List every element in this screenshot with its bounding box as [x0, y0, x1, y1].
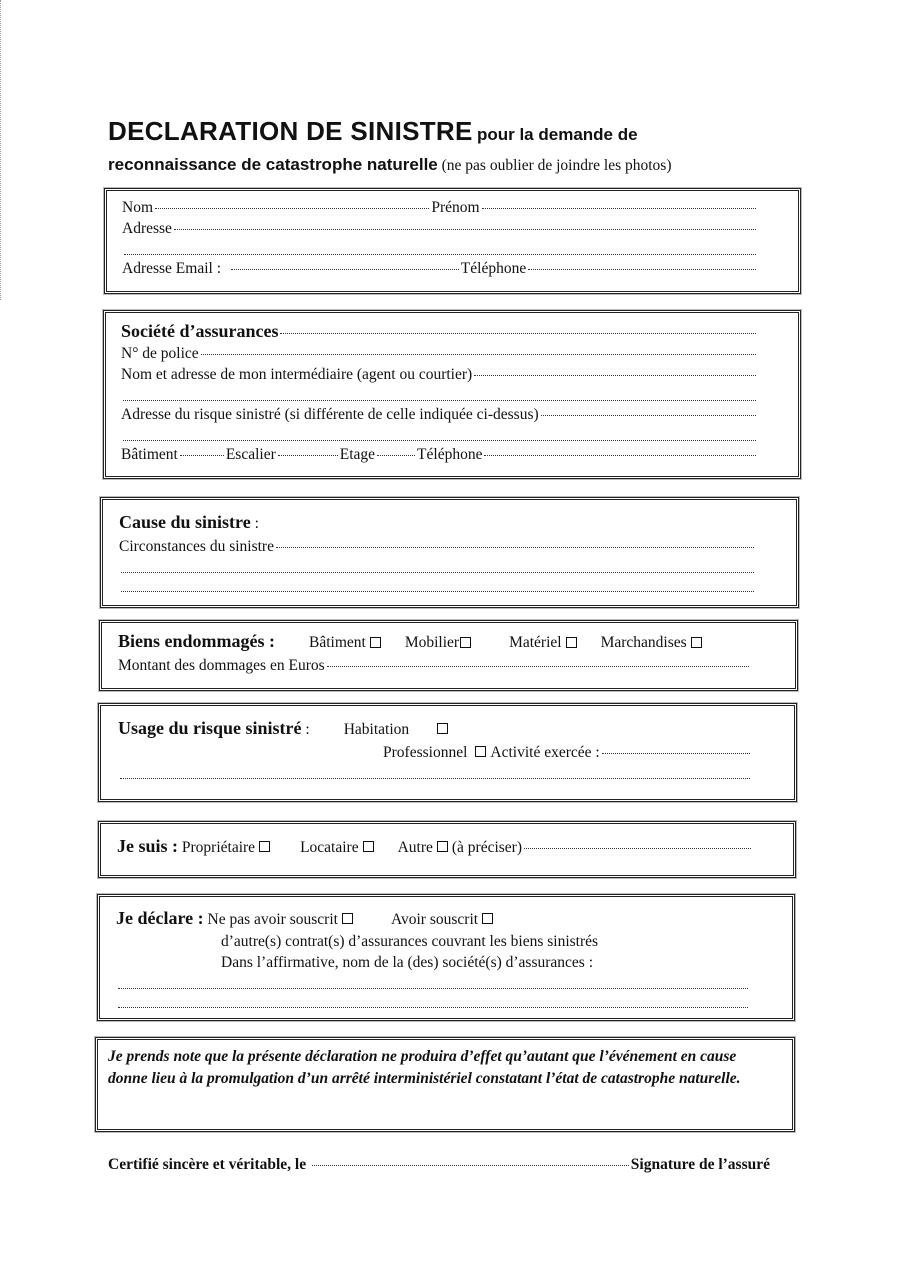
professionnel-label: Professionnel	[383, 744, 468, 761]
societes-field[interactable]	[118, 970, 748, 989]
non-souscrit-label: Ne pas avoir souscrit	[207, 911, 338, 928]
je-declare-line3: Dans l’affirmative, nom de la (des) société(s) d’assurances :	[221, 954, 594, 971]
biens-option-materiel[interactable]	[509, 631, 581, 655]
telephone-risque-field[interactable]	[484, 455, 756, 456]
note-section	[95, 1037, 795, 1132]
je-declare-line2: d’autre(s) contrat(s) d’assurances couvrant les biens sinistrés	[221, 933, 599, 950]
page-subtitle	[108, 155, 671, 175]
adresse-label: Adresse	[122, 220, 172, 237]
police-label: N° de police	[121, 345, 199, 362]
montant-field[interactable]	[327, 666, 749, 667]
insurance-section	[103, 310, 801, 479]
habitation-checkbox[interactable]	[437, 723, 448, 734]
checkbox[interactable]	[566, 637, 577, 648]
adresse-field-2[interactable]	[124, 236, 756, 255]
cause-heading: Cause du sinistre	[119, 512, 251, 532]
title-suffix: pour la demande de	[476, 125, 638, 144]
etage-field[interactable]	[377, 455, 415, 456]
intermediaire-field-2[interactable]	[123, 382, 756, 401]
adresse-field[interactable]	[174, 229, 756, 230]
professionnel-checkbox[interactable]	[475, 746, 486, 757]
je-declare-heading: Je déclare :	[116, 908, 204, 928]
je-suis-heading: Je suis :	[117, 836, 179, 856]
societe-field[interactable]	[280, 333, 756, 334]
autre-checkbox[interactable]	[437, 841, 448, 852]
biens-option-marchandises[interactable]	[601, 631, 706, 655]
email-field[interactable]	[231, 269, 459, 270]
email-label: Adresse Email :	[122, 260, 222, 277]
page-title	[108, 116, 638, 147]
proprietaire-label: Propriétaire	[181, 839, 256, 856]
signature-label: Signature de l’assuré	[630, 1156, 770, 1173]
signature-line	[108, 1156, 770, 1174]
checkbox[interactable]	[460, 637, 471, 648]
batiment-label: Bâtiment	[121, 446, 178, 463]
intermediaire-label: Nom et adresse de mon intermédiaire (agent ou courtier)	[121, 366, 473, 383]
police-field[interactable]	[201, 354, 756, 355]
date-field[interactable]	[312, 1165, 629, 1166]
preciser-field[interactable]	[524, 848, 751, 849]
adresse-risque-field-2[interactable]	[123, 422, 756, 441]
biens-option-label: Marchandises	[600, 634, 687, 651]
nom-label: Nom	[122, 199, 153, 216]
adresse-risque-field[interactable]	[541, 415, 756, 416]
telephone-field[interactable]	[528, 269, 756, 270]
usage-field[interactable]	[120, 760, 750, 779]
escalier-label: Escalier	[225, 446, 276, 463]
certifie-label: Certifié sincère et véritable, le	[108, 1156, 307, 1173]
biens-heading: Biens endommagés :	[118, 631, 275, 651]
activite-field[interactable]	[602, 753, 750, 754]
preciser-label: (à préciser)	[451, 839, 523, 856]
circonstances-field[interactable]	[276, 547, 754, 548]
non-souscrit-checkbox[interactable]	[342, 913, 353, 924]
souscrit-label: Avoir souscrit	[390, 911, 479, 928]
usage-section	[98, 703, 797, 802]
souscrit-checkbox[interactable]	[482, 913, 493, 924]
montant-label: Montant des dommages en Euros	[118, 657, 325, 674]
societes-field-2[interactable]	[118, 989, 748, 1008]
circonstances-label: Circonstances du sinistre	[119, 538, 274, 555]
biens-section	[99, 620, 798, 691]
circonstances-field-3[interactable]	[121, 573, 754, 592]
locataire-label: Locataire	[300, 839, 359, 856]
biens-option-mobilier[interactable]	[405, 631, 475, 655]
legal-note: Je prends note que la présente déclaration ne produira d’effet qu’autant que l’événement en cause donne lieu à la promulgation d’un arrêté interministériel constatant l’état de catastrophe naturelle.	[108, 1048, 741, 1087]
biens-option-label: Matériel	[509, 634, 562, 651]
subtitle-bold: reconnaissance de catastrophe naturelle	[108, 155, 438, 174]
circonstances-field-2[interactable]	[121, 554, 754, 573]
title-main: DECLARATION DE SINISTRE	[108, 116, 473, 146]
societe-label: Société d’assurances	[121, 321, 279, 341]
cause-colon: :	[254, 515, 259, 532]
cause-section	[100, 497, 799, 608]
adresse-risque-label: Adresse du risque sinistré (si différente de celle indiquée ci-dessus)	[121, 406, 539, 423]
checkbox[interactable]	[691, 637, 702, 648]
scan-edge	[0, 0, 4, 300]
telephone-label: Téléphone	[460, 260, 527, 277]
nom-field[interactable]	[155, 208, 429, 209]
usage-heading: Usage du risque sinistré	[118, 718, 302, 738]
autre-label: Autre	[397, 839, 433, 856]
etage-label: Etage	[339, 446, 376, 463]
prenom-field[interactable]	[482, 208, 756, 209]
batiment-field[interactable]	[180, 455, 224, 456]
telephone-risque-label: Téléphone	[417, 446, 483, 463]
intermediaire-field[interactable]	[474, 375, 756, 376]
activite-label: Activité exercée :	[490, 744, 600, 761]
subtitle-note: (ne pas oublier de joindre les photos)	[441, 157, 672, 174]
biens-option-batiment[interactable]	[309, 631, 385, 655]
proprietaire-checkbox[interactable]	[259, 841, 270, 852]
escalier-field[interactable]	[278, 455, 338, 456]
biens-option-label: Bâtiment	[309, 634, 366, 651]
biens-option-label: Mobilier	[404, 634, 460, 651]
locataire-checkbox[interactable]	[363, 841, 374, 852]
prenom-label: Prénom	[431, 199, 480, 216]
habitation-label: Habitation	[343, 721, 410, 738]
usage-colon: :	[305, 721, 310, 738]
identity-section	[104, 188, 801, 294]
je-suis-section	[98, 821, 796, 878]
je-declare-section	[97, 894, 795, 1021]
checkbox[interactable]	[370, 637, 381, 648]
